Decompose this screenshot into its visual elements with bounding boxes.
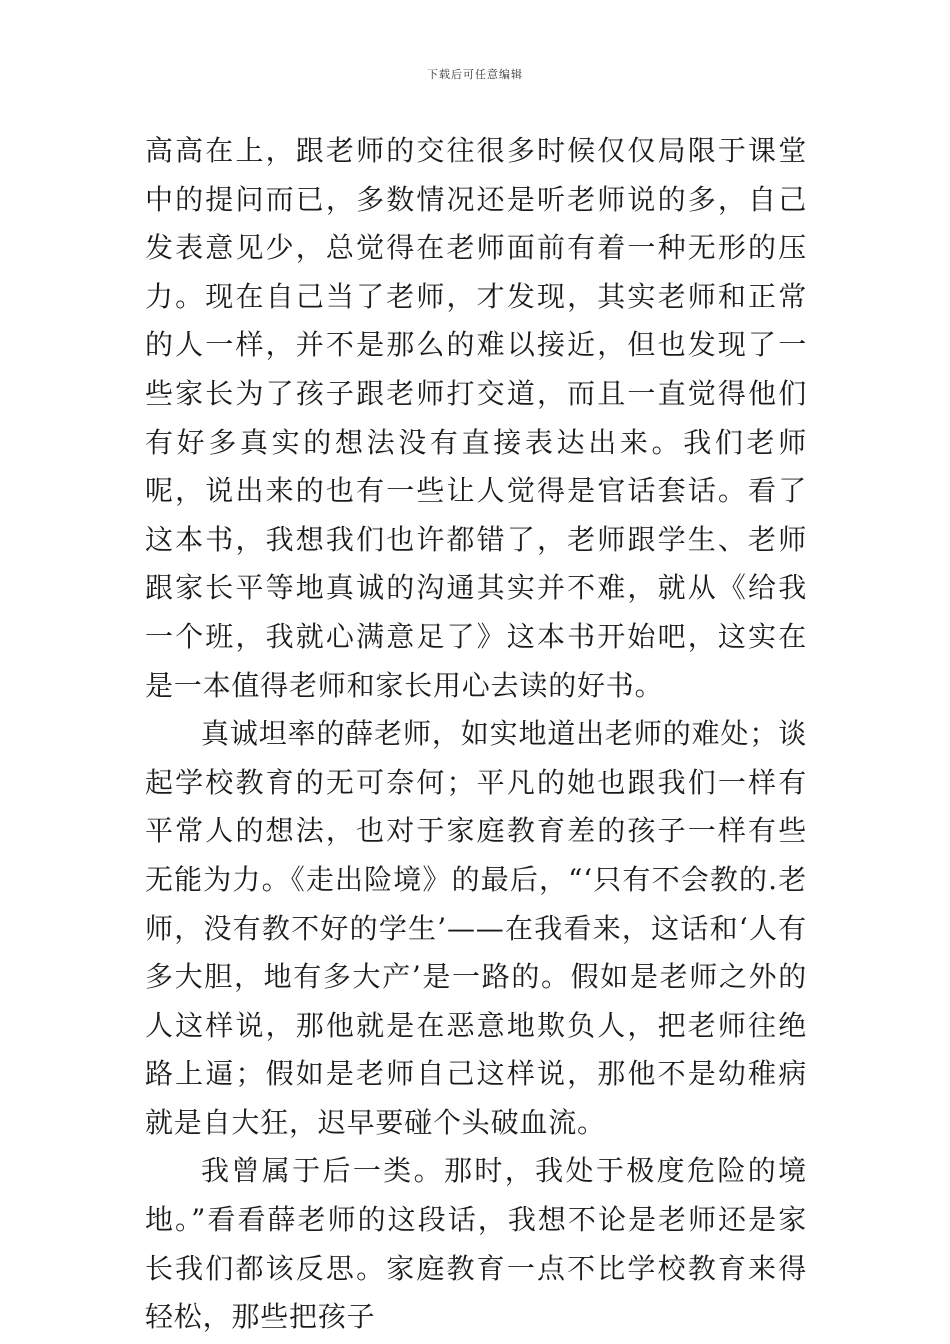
paragraph-1: 高高在上，跟老师的交往很多时候仅仅局限于课堂中的提问而已，多数情况还是听老师说的多，自己发表意见少，总觉得在老师面前有着一种无形的压力。现在自己当了老师，才发现，其实老师和正常的人一样，并不是那么的难以接近，但也发现了一些家长为了孩子跟老师打交道，而且一直觉得他们有好多真实的想法没有直接表达出来。我们老师呢，说出来的也有一些让人觉得是官话套话。看了这本书，我想我们也许都错了，老师跟学生、老师跟家长平等地真诚的沟通其实并不难，就从《给我一个班，我就心满意足了》这本书开始吧，这实在是一本值得老师和家长用心去读的好书。	[145, 134, 807, 702]
body-text	[145, 127, 807, 1342]
paragraph-2: 真诚坦率的薛老师，如实地道出老师的难处；谈起学校教育的无可奈何；平凡的她也跟我们一样有平常人的想法，也对于家庭教育差的孩子一样有些无能为力。《走出险境》的最后，“‘只有不会教的.老师，没有教不好的学生’——在我看来，这话和‘人有多大胆，地有多大产’是一路的。假如是老师之外的人这样说，那他就是在恶意地欺负人，把老师往绝路上逼；假如是老师自己这样说，那他不是幼稚病就是自大狂，迟早要碰个头破血流。	[145, 717, 807, 1139]
page-header: 下载后可任意编辑	[427, 68, 523, 81]
paragraph-3: 我曾属于后一类。那时，我处于极度危险的境地。”看看薛老师的这段话，我想不论是老师还是家长我们都该反思。家庭教育一点不比学校教育来得轻松，那些把孩子	[145, 1154, 807, 1334]
